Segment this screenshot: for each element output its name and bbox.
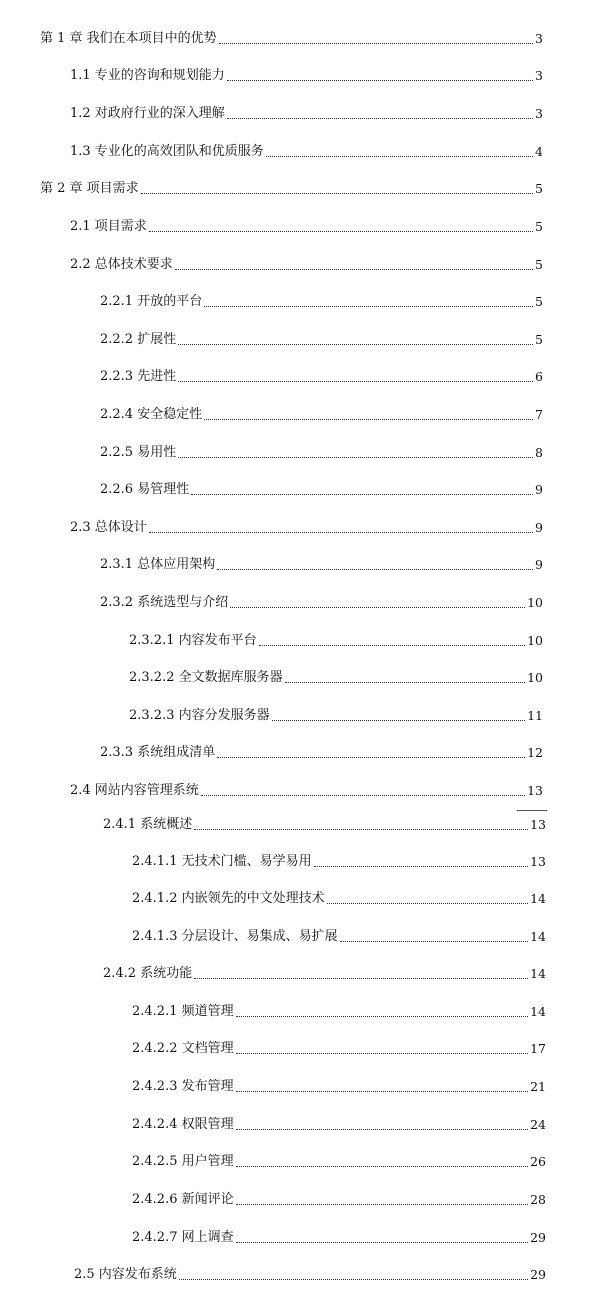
toc-page-number: 5: [535, 332, 543, 347]
toc-entry-1-2[interactable]: [70, 102, 543, 122]
toc-entry-2-3-1[interactable]: [100, 553, 543, 573]
toc-entry-title: 2.4.1.3 分层设计、易集成、易扩展: [132, 929, 338, 944]
toc-page-number: 14: [530, 966, 546, 981]
toc-entry-2-2-4[interactable]: [100, 403, 543, 423]
toc-entry-title: 1.2 对政府行业的深入理解: [70, 106, 225, 121]
toc-entry-2-4-2-4[interactable]: [132, 1113, 546, 1133]
toc-entry-title: 2.2.2 扩展性: [100, 332, 177, 347]
toc-entry-title: 2.4.2.2 文档管理: [132, 1041, 234, 1056]
toc-entry-title: 2.4.2.5 用户管理: [132, 1154, 234, 1169]
toc-page-number: 12: [527, 745, 543, 760]
toc-page-number: 5: [535, 219, 543, 234]
toc-dot-leader: [227, 80, 533, 81]
toc-entry-2-2-6[interactable]: [100, 478, 543, 498]
toc-page-number: 5: [535, 294, 543, 309]
toc-entry-1-1[interactable]: [70, 64, 543, 84]
toc-dot-leader: [259, 645, 525, 646]
toc-page-number: 26: [530, 1154, 546, 1169]
toc-dot-leader: [204, 419, 533, 420]
toc-entry-title: 2.2 总体技术要求: [70, 257, 173, 272]
separator-rule: [517, 810, 547, 811]
toc-entry-2-4-2[interactable]: [103, 962, 546, 982]
toc-entry-2-5[interactable]: [74, 1263, 546, 1283]
toc-page-number: 3: [535, 31, 543, 46]
toc-dot-leader: [217, 757, 525, 758]
toc-entry-2-2-1[interactable]: [100, 290, 543, 310]
toc-page-number: 28: [530, 1192, 546, 1207]
toc-page-number: 14: [530, 929, 546, 944]
toc-entry-2-2-3[interactable]: [100, 365, 543, 385]
toc-dot-leader: [141, 193, 533, 194]
toc-page-number: 14: [530, 1004, 546, 1019]
toc-entry-title: 2.4 网站内容管理系统: [70, 783, 199, 798]
toc-page-number: 7: [535, 407, 543, 422]
toc-page-number: 24: [530, 1117, 546, 1132]
toc-entry-title: 2.5 内容发布系统: [74, 1267, 177, 1282]
toc-entry-2-2[interactable]: [70, 253, 543, 273]
toc-dot-leader: [191, 494, 533, 495]
toc-dot-leader: [217, 569, 533, 570]
toc-page-number: 10: [527, 595, 543, 610]
toc-entry-2-4-2-1[interactable]: [132, 1000, 546, 1020]
toc-dot-leader: [179, 1279, 528, 1280]
toc-dot-leader: [230, 607, 525, 608]
toc-dot-leader: [149, 231, 533, 232]
toc-dot-leader: [236, 1204, 528, 1205]
toc-dot-leader: [236, 1242, 528, 1243]
toc-page-number: 29: [530, 1267, 546, 1282]
toc-page-number: 11: [527, 708, 543, 723]
toc-entry-title: 2.3.2.2 全文数据库服务器: [129, 670, 283, 685]
toc-entry-2-2-5[interactable]: [100, 441, 543, 461]
toc-dot-leader: [285, 682, 525, 683]
toc-page-number: 3: [535, 106, 543, 121]
toc-entry-title: 2.4.2.3 发布管理: [132, 1079, 234, 1094]
toc-page-number: 9: [535, 482, 543, 497]
toc-page-number: 8: [535, 445, 543, 460]
toc-dot-leader: [201, 795, 525, 796]
toc-entry-2-3-2-3[interactable]: [129, 704, 543, 724]
toc-entry-2-4[interactable]: [70, 779, 543, 799]
toc-entry-title: 2.1 项目需求: [70, 219, 147, 234]
toc-entry-title: 2.4.2 系统功能: [103, 966, 193, 981]
toc-entry-chapter-1[interactable]: [40, 27, 543, 47]
toc-dot-leader: [178, 381, 533, 382]
toc-dot-leader: [175, 269, 533, 270]
toc-entry-title: 第 1 章 我们在本项目中的优势: [40, 31, 217, 46]
toc-page-number: 9: [535, 520, 543, 535]
toc-dot-leader: [194, 829, 528, 830]
toc-entry-2-4-1[interactable]: [103, 813, 546, 833]
toc-entry-title: 1.3 专业化的高效团队和优质服务: [70, 144, 264, 159]
toc-dot-leader: [194, 978, 528, 979]
toc-entry-title: 2.2.3 先进性: [100, 369, 177, 384]
toc-entry-title: 2.3.3 系统组成清单: [100, 745, 216, 760]
toc-entry-2-4-2-3[interactable]: [132, 1075, 546, 1095]
toc-page-number: 6: [535, 369, 543, 384]
toc-entry-2-3-2-2[interactable]: [129, 666, 543, 686]
toc-dot-leader: [236, 1091, 528, 1092]
toc-entry-2-4-2-5[interactable]: [132, 1150, 546, 1170]
toc-page-number: 4: [535, 144, 543, 159]
toc-entry-title: 2.4.1.1 无技术门槛、易学易用: [132, 854, 312, 869]
toc-entry-2-4-2-6[interactable]: [132, 1188, 546, 1208]
toc-entry-title: 2.3.2 系统选型与介绍: [100, 595, 229, 610]
toc-entry-chapter-2[interactable]: [40, 177, 543, 197]
toc-dot-leader: [178, 457, 533, 458]
toc-dot-leader: [314, 866, 528, 867]
toc-entry-2-3[interactable]: [70, 516, 543, 536]
toc-entry-title: 2.4.2.4 权限管理: [132, 1117, 234, 1132]
toc-dot-leader: [219, 43, 533, 44]
toc-entry-title: 2.4.2.6 新闻评论: [132, 1192, 234, 1207]
toc-dot-leader: [149, 532, 533, 533]
toc-page-number: 10: [527, 633, 543, 648]
toc-dot-leader: [266, 156, 533, 157]
toc-entry-2-1[interactable]: [70, 215, 543, 235]
toc-entry-title: 2.3.2.1 内容发布平台: [129, 633, 257, 648]
toc-entry-title: 2.3.2.3 内容分发服务器: [129, 708, 270, 723]
toc-entry-title: 2.4.2.1 频道管理: [132, 1004, 234, 1019]
toc-page-number: 5: [535, 181, 543, 196]
toc-page-number: 13: [530, 854, 546, 869]
toc-entry-title: 第 2 章 项目需求: [40, 181, 139, 196]
toc-dot-leader: [204, 306, 533, 307]
toc-entry-title: 2.2.4 安全稳定性: [100, 407, 203, 422]
toc-page-number: 9: [535, 557, 543, 572]
toc-dot-leader: [327, 903, 528, 904]
toc-page-number: 3: [535, 68, 543, 83]
toc-entry-2-4-2-2[interactable]: [132, 1037, 546, 1057]
toc-dot-leader: [272, 720, 525, 721]
toc-page-number: 29: [530, 1230, 546, 1245]
toc-entry-title: 2.4.1 系统概述: [103, 817, 193, 832]
toc-entry-1-3[interactable]: [70, 140, 543, 160]
toc-page-number: 13: [530, 817, 546, 832]
toc-page-number: 21: [530, 1079, 546, 1094]
toc-entry-title: 1.1 专业的咨询和规划能力: [70, 68, 225, 83]
toc-dot-leader: [236, 1016, 528, 1017]
toc-entry-title: 2.2.5 易用性: [100, 445, 177, 460]
toc-entry-2-2-2[interactable]: [100, 328, 543, 348]
toc-entry-2-3-2[interactable]: [100, 591, 543, 611]
toc-entry-title: 2.2.1 开放的平台: [100, 294, 203, 309]
toc-entry-2-4-1-3[interactable]: [132, 925, 546, 945]
toc-entry-title: 2.4.1.2 内嵌领先的中文处理技术: [132, 891, 325, 906]
toc-entry-title: 2.2.6 易管理性: [100, 482, 190, 497]
toc-entry-2-4-1-1[interactable]: [132, 850, 546, 870]
toc-entry-2-4-2-7[interactable]: [132, 1226, 546, 1246]
toc-dot-leader: [236, 1053, 528, 1054]
toc-entry-2-3-3[interactable]: [100, 741, 543, 761]
toc-dot-leader: [236, 1129, 528, 1130]
toc-entry-title: 2.3 总体设计: [70, 520, 147, 535]
toc-entry-2-4-1-2[interactable]: [132, 887, 546, 907]
toc-dot-leader: [178, 344, 533, 345]
toc-entry-title: 2.3.1 总体应用架构: [100, 557, 216, 572]
toc-page-number: 13: [527, 783, 543, 798]
toc-page-number: 10: [527, 670, 543, 685]
toc-page-number: 17: [530, 1041, 546, 1056]
toc-page-number: 14: [530, 891, 546, 906]
toc-entry-2-3-2-1[interactable]: [129, 629, 543, 649]
toc-dot-leader: [236, 1166, 528, 1167]
toc-entry-title: 2.4.2.7 网上调查: [132, 1230, 234, 1245]
toc-page-number: 5: [535, 257, 543, 272]
toc-dot-leader: [227, 118, 533, 119]
toc-dot-leader: [340, 941, 528, 942]
